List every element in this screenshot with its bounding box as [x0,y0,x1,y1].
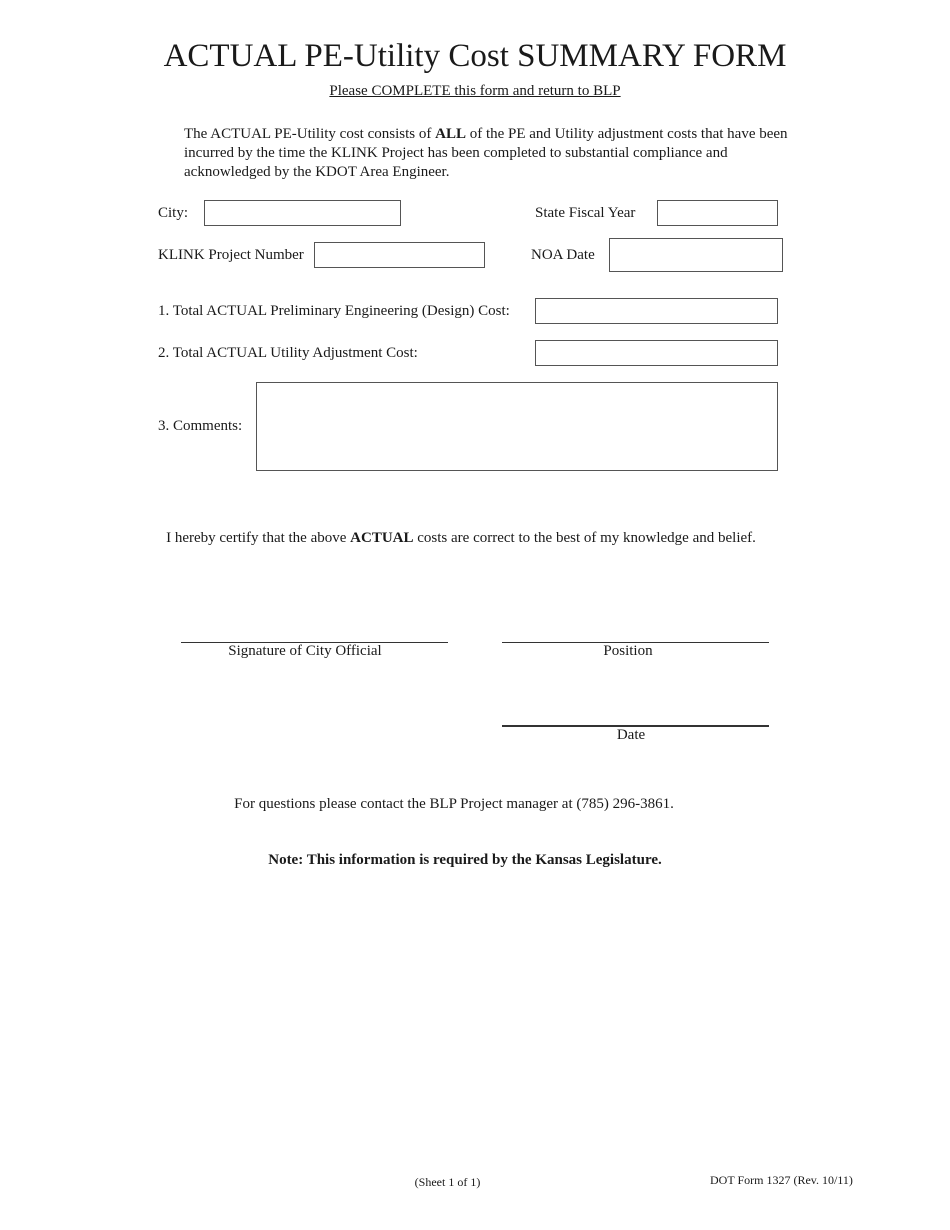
comments-field-box [256,382,778,471]
fiscal-year-input[interactable] [658,201,777,225]
city-field-box [204,200,401,226]
pe-cost-input[interactable] [536,299,777,323]
certification-statement [0,530,922,547]
utility-cost-input[interactable] [536,341,777,365]
comments-label: 3. Comments: [158,418,243,434]
contact-info: For questions please contact the BLP Project manager at (785) 296-3861. [234,796,674,812]
form-subtitle: Please COMPLETE this form and return to BLP [329,83,621,99]
city-input[interactable] [205,201,400,225]
sheet-number: (Sheet 1 of 1) [414,1175,481,1189]
fiscal-year-label: State Fiscal Year [535,205,636,221]
noa-date-input[interactable] [610,239,782,271]
date-label: Date [616,727,646,743]
certification-text-start: I hereby certify that the above [166,530,351,546]
noa-date-field-box [609,238,783,272]
certification-text-end: costs are correct to the best of my knowledge and belief. [413,530,756,546]
utility-cost-field-box [535,340,778,366]
project-number-label: KLINK Project Number [158,247,304,263]
intro-text-bold: ALL [435,126,466,142]
intro-paragraph [184,125,789,182]
noa-date-label: NOA Date [531,247,595,263]
fiscal-year-field-box [657,200,778,226]
comments-textarea[interactable] [257,383,777,470]
legislature-note: Note: This information is required by the Kansas Legislature. [268,852,662,868]
pe-cost-label: 1. Total ACTUAL Preliminary Engineering (Design) Cost: [158,303,510,319]
form-title: ACTUAL PE-Utility Cost SUMMARY FORM [163,38,787,74]
signature-label: Signature of City Official [228,643,382,659]
pe-cost-field-box [535,298,778,324]
project-number-field-box [314,242,485,268]
city-label: City: [158,205,189,221]
intro-text-start: The ACTUAL PE-Utility cost consists of [184,126,436,142]
project-number-input[interactable] [315,243,484,267]
utility-cost-label: 2. Total ACTUAL Utility Adjustment Cost: [158,345,418,361]
intro-text-end: of the PE and Utility adjustment costs that have been incurred by the time the KLINK Project has been completed to substantial compliance and acknowledged by the KDOT Area Engineer. [184,126,788,180]
certification-text-bold: ACTUAL [350,530,414,546]
form-id: DOT Form 1327 (Rev. 10/11) [710,1173,853,1187]
position-label: Position [603,643,653,659]
